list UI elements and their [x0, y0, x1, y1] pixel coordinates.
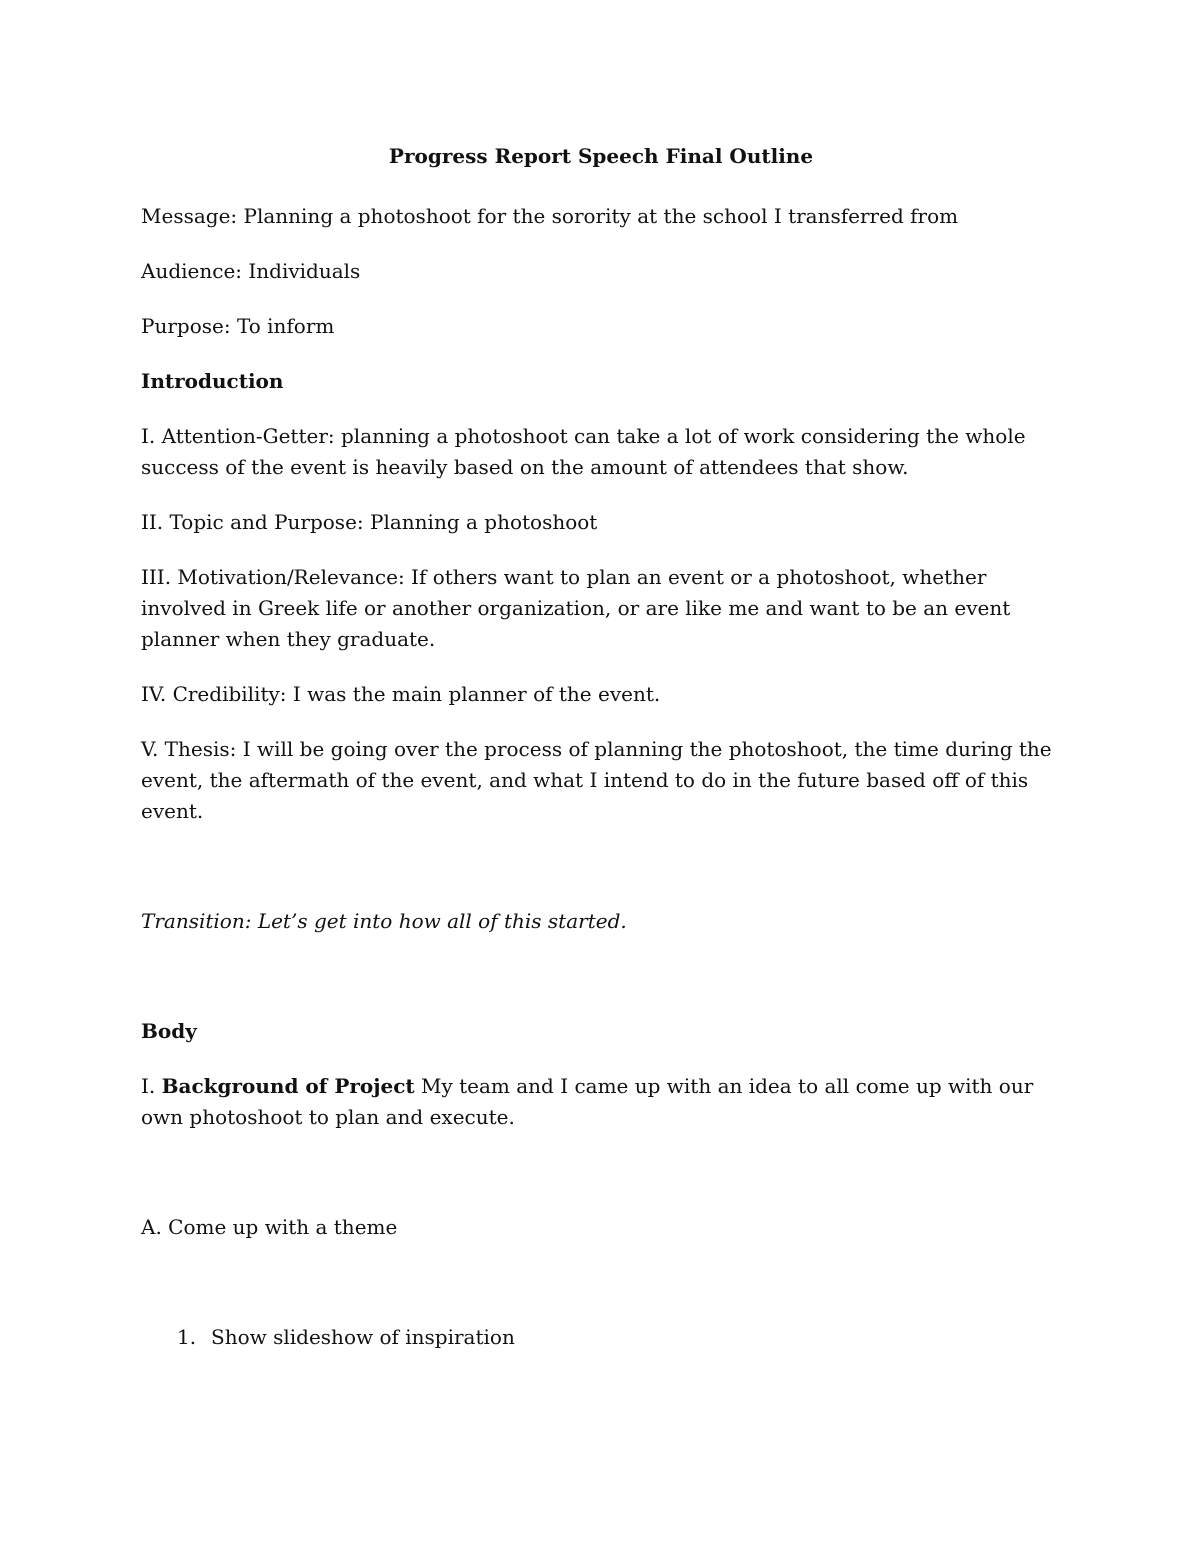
subpoint-a: A. Come up with a theme [141, 1215, 398, 1239]
background-of-project [141, 1071, 1061, 1133]
body-point-numeral: I. [141, 1074, 162, 1098]
list-item [177, 1322, 1061, 1353]
message-line: Message: Planning a photoshoot for the sorority at the school I transferred from [141, 204, 959, 228]
introduction-heading: Introduction [141, 369, 284, 393]
credibility: IV. Credibility: I was the main planner of the event. [141, 682, 661, 706]
list-number: 1. [177, 1325, 197, 1349]
body-heading: Body [141, 1019, 197, 1043]
transition-line: Transition: Let’s get into how all of this started. [141, 909, 627, 933]
document-content [141, 141, 1061, 1353]
list-text: Show slideshow of inspiration [211, 1325, 515, 1349]
body-point-text: My team and I came up with an idea to all come up with our own photoshoot to plan and execute. [141, 1074, 1034, 1129]
body-point-bold-label: Background of Project [161, 1074, 415, 1098]
motivation-relevance: III. Motivation/Relevance: If others want to plan an event or a photoshoot, whether involved in Greek life or another organization, or are like me and want to be an event planner when they graduate. [141, 565, 1011, 651]
topic-and-purpose: II. Topic and Purpose: Planning a photoshoot [141, 510, 598, 534]
document-title: Progress Report Speech Final Outline [388, 144, 814, 168]
audience-line: Audience: Individuals [141, 259, 361, 283]
attention-getter: I. Attention-Getter: planning a photoshoot can take a lot of work considering the whole success of the event is heavily based on the amount of attendees that show. [141, 424, 1026, 479]
thesis: V. Thesis: I will be going over the process of planning the photoshoot, the time during the event, the aftermath of the event, and what I intend to do in the future based off of this event. [141, 737, 1052, 823]
purpose-line: Purpose: To inform [141, 314, 335, 338]
